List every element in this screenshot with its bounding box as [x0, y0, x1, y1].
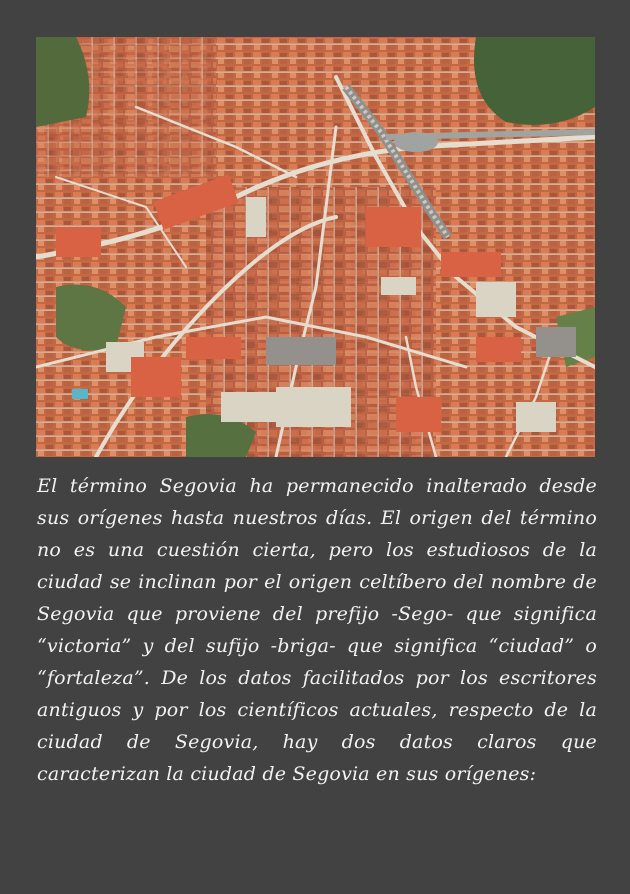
body-paragraph: El término Segovia ha permanecido inalterado desde sus orígenes hasta nuestros días. El origen del término no es una cuestión cierta, pero los estudiosos de la ciudad se inclinan por el origen celtíbero del nombre de Segovia que proviene del prefijo -Sego- que significa “victoria” y del sufijo -briga- que significa “ciudad” o “fortaleza”. De los datos facilitados por los escritores antiguos y por los científicos actuales, respecto de la ciudad de Segovia, hay dos datos claros que caracterizan la ciudad de Segovia en sus orígenes:: [37, 475, 597, 785]
aerial-city-illustration: [36, 37, 595, 457]
aerial-city-photo: [36, 37, 595, 457]
